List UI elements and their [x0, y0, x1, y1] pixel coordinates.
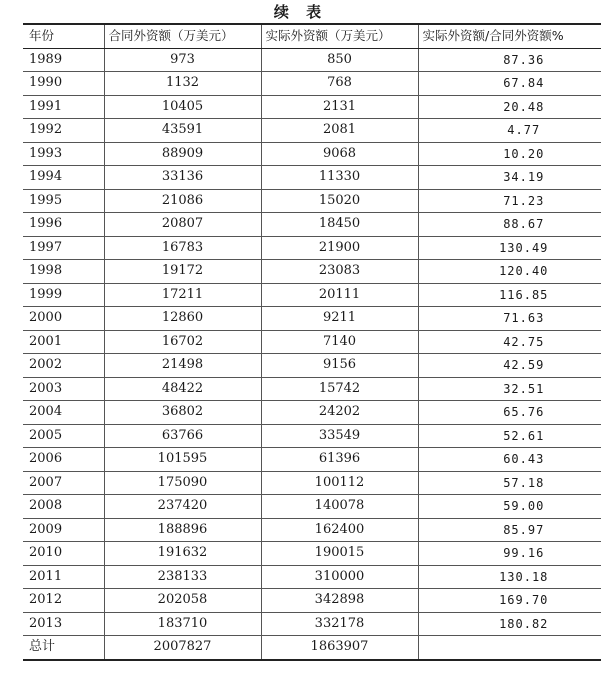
cell-year: 1998: [23, 260, 104, 284]
cell-actual-amount: 11330: [261, 166, 418, 190]
cell-year: 2000: [23, 307, 104, 331]
cell-ratio: 42.59: [418, 354, 601, 378]
cell-actual-amount: 20111: [261, 283, 418, 307]
cell-actual-amount: 24202: [261, 401, 418, 425]
cell-year: 1997: [23, 236, 104, 260]
cell-year: 1993: [23, 142, 104, 166]
cell-ratio: 169.70: [418, 589, 601, 613]
cell-ratio: 99.16: [418, 542, 601, 566]
cell-actual-amount: 850: [261, 48, 418, 72]
cell-year: 2006: [23, 448, 104, 472]
total-actual-amount: 1863907: [261, 636, 418, 660]
cell-contract-amount: 183710: [104, 612, 261, 636]
cell-actual-amount: 768: [261, 72, 418, 96]
cell-ratio: 130.18: [418, 565, 601, 589]
table-row: [23, 565, 601, 589]
cell-actual-amount: 332178: [261, 612, 418, 636]
cell-contract-amount: 21498: [104, 354, 261, 378]
table-title: 续 表: [273, 3, 328, 21]
cell-year: 2008: [23, 495, 104, 519]
table-body: [23, 48, 601, 660]
cell-year: 1991: [23, 95, 104, 119]
cell-ratio: 57.18: [418, 471, 601, 495]
table-row: [23, 307, 601, 331]
total-row: [23, 636, 601, 660]
table-row: [23, 48, 601, 72]
table-row: [23, 424, 601, 448]
table-row: [23, 236, 601, 260]
table-row: [23, 95, 601, 119]
cell-ratio: 116.85: [418, 283, 601, 307]
cell-year: 2009: [23, 518, 104, 542]
cell-ratio: 60.43: [418, 448, 601, 472]
cell-contract-amount: 12860: [104, 307, 261, 331]
cell-actual-amount: 61396: [261, 448, 418, 472]
table-row: [23, 471, 601, 495]
table-row: [23, 495, 601, 519]
cell-ratio: 32.51: [418, 377, 601, 401]
cell-ratio: 10.20: [418, 142, 601, 166]
cell-contract-amount: 16702: [104, 330, 261, 354]
cell-ratio: 34.19: [418, 166, 601, 190]
cell-contract-amount: 48422: [104, 377, 261, 401]
header-row: [23, 24, 601, 48]
cell-actual-amount: 100112: [261, 471, 418, 495]
cell-year: 1992: [23, 119, 104, 143]
cell-contract-amount: 19172: [104, 260, 261, 284]
cell-ratio: 87.36: [418, 48, 601, 72]
table-row: [23, 518, 601, 542]
cell-contract-amount: 10405: [104, 95, 261, 119]
cell-ratio: 71.23: [418, 189, 601, 213]
cell-contract-amount: 33136: [104, 166, 261, 190]
cell-actual-amount: 23083: [261, 260, 418, 284]
header-actual-amount: 实际外资额（万美元）: [261, 24, 418, 48]
cell-year: 2004: [23, 401, 104, 425]
cell-actual-amount: 2131: [261, 95, 418, 119]
cell-ratio: 180.82: [418, 612, 601, 636]
cell-ratio: 42.75: [418, 330, 601, 354]
table-row: [23, 166, 601, 190]
cell-actual-amount: 9211: [261, 307, 418, 331]
header-ratio: 实际外资额/合同外资额%: [418, 24, 601, 48]
table-row: [23, 542, 601, 566]
cell-contract-amount: 88909: [104, 142, 261, 166]
cell-ratio: 85.97: [418, 518, 601, 542]
cell-year: 1999: [23, 283, 104, 307]
total-ratio: [418, 636, 601, 660]
cell-year: 2007: [23, 471, 104, 495]
cell-year: 2012: [23, 589, 104, 613]
cell-year: 2001: [23, 330, 104, 354]
cell-ratio: 120.40: [418, 260, 601, 284]
cell-year: 1994: [23, 166, 104, 190]
cell-contract-amount: 63766: [104, 424, 261, 448]
cell-ratio: 88.67: [418, 213, 601, 237]
cell-actual-amount: 33549: [261, 424, 418, 448]
cell-contract-amount: 973: [104, 48, 261, 72]
cell-actual-amount: 342898: [261, 589, 418, 613]
header-contract-amount: 合同外资额（万美元）: [104, 24, 261, 48]
total-label: 总计: [23, 636, 104, 660]
table-row: [23, 72, 601, 96]
table-row: [23, 189, 601, 213]
table-row: [23, 448, 601, 472]
foreign-investment-table: [23, 23, 601, 661]
cell-ratio: 52.61: [418, 424, 601, 448]
table-row: [23, 330, 601, 354]
table-row: [23, 283, 601, 307]
cell-ratio: 59.00: [418, 495, 601, 519]
header-year: 年份: [23, 24, 104, 48]
cell-actual-amount: 162400: [261, 518, 418, 542]
cell-contract-amount: 237420: [104, 495, 261, 519]
cell-contract-amount: 1132: [104, 72, 261, 96]
cell-year: 2010: [23, 542, 104, 566]
cell-actual-amount: 9068: [261, 142, 418, 166]
cell-ratio: 4.77: [418, 119, 601, 143]
cell-contract-amount: 43591: [104, 119, 261, 143]
cell-actual-amount: 140078: [261, 495, 418, 519]
cell-year: 1990: [23, 72, 104, 96]
cell-contract-amount: 238133: [104, 565, 261, 589]
cell-contract-amount: 191632: [104, 542, 261, 566]
cell-actual-amount: 2081: [261, 119, 418, 143]
table-row: [23, 213, 601, 237]
cell-contract-amount: 21086: [104, 189, 261, 213]
total-contract-amount: 2007827: [104, 636, 261, 660]
cell-contract-amount: 17211: [104, 283, 261, 307]
cell-actual-amount: 7140: [261, 330, 418, 354]
cell-ratio: 65.76: [418, 401, 601, 425]
cell-contract-amount: 36802: [104, 401, 261, 425]
cell-year: 1989: [23, 48, 104, 72]
table-row: [23, 142, 601, 166]
table-row: [23, 260, 601, 284]
cell-actual-amount: 15020: [261, 189, 418, 213]
table-row: [23, 589, 601, 613]
cell-contract-amount: 20807: [104, 213, 261, 237]
cell-contract-amount: 188896: [104, 518, 261, 542]
table-row: [23, 354, 601, 378]
cell-actual-amount: 21900: [261, 236, 418, 260]
cell-contract-amount: 16783: [104, 236, 261, 260]
table-row: [23, 612, 601, 636]
cell-year: 2002: [23, 354, 104, 378]
cell-year: 1995: [23, 189, 104, 213]
cell-actual-amount: 190015: [261, 542, 418, 566]
cell-actual-amount: 9156: [261, 354, 418, 378]
table-row: [23, 401, 601, 425]
cell-actual-amount: 310000: [261, 565, 418, 589]
cell-year: 1996: [23, 213, 104, 237]
cell-contract-amount: 101595: [104, 448, 261, 472]
cell-ratio: 67.84: [418, 72, 601, 96]
cell-year: 2005: [23, 424, 104, 448]
table-row: [23, 119, 601, 143]
cell-year: 2003: [23, 377, 104, 401]
cell-contract-amount: 175090: [104, 471, 261, 495]
cell-actual-amount: 18450: [261, 213, 418, 237]
cell-year: 2013: [23, 612, 104, 636]
cell-contract-amount: 202058: [104, 589, 261, 613]
cell-ratio: 20.48: [418, 95, 601, 119]
cell-ratio: 71.63: [418, 307, 601, 331]
table-row: [23, 377, 601, 401]
cell-year: 2011: [23, 565, 104, 589]
cell-actual-amount: 15742: [261, 377, 418, 401]
cell-ratio: 130.49: [418, 236, 601, 260]
